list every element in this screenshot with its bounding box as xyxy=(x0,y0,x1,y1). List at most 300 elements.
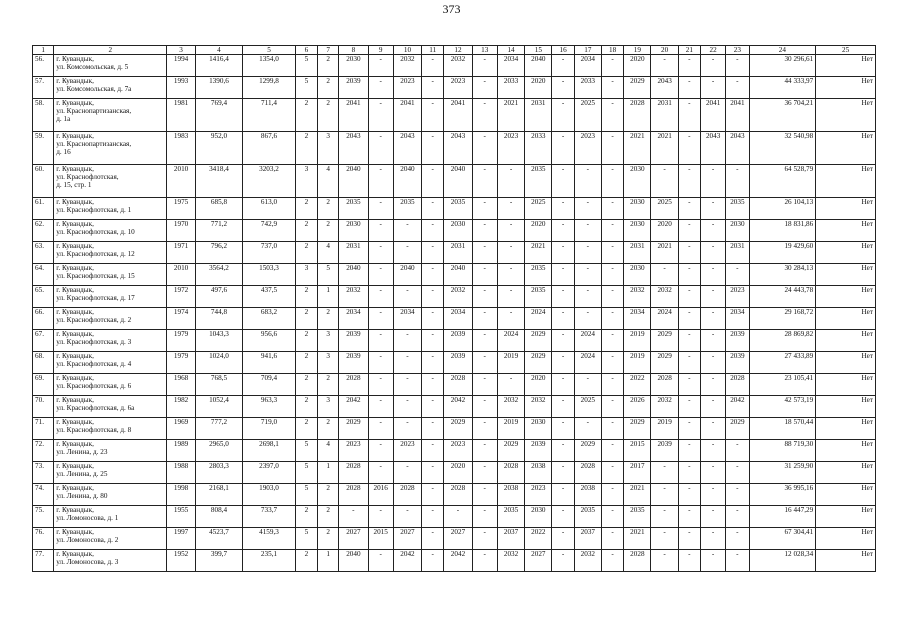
value-cell-col-23: 2039 xyxy=(726,330,749,352)
value-cell-col-5: 1903,0 xyxy=(243,484,296,506)
value-cell-col-22: - xyxy=(701,242,726,264)
value-cell-col-20: 2025 xyxy=(651,198,678,220)
value-cell-col-3: 1994 xyxy=(167,55,195,77)
value-cell-col-23: 2039 xyxy=(726,352,749,374)
value-cell-col-13: - xyxy=(472,330,497,352)
address-line: г. Кувандык, xyxy=(56,242,94,250)
value-cell-col-20: 2029 xyxy=(651,330,678,352)
value-cell-col-12: 2029 xyxy=(444,418,472,440)
address-line: ул. Краснопартизанская, xyxy=(56,140,132,148)
value-cell-col-25: Нет xyxy=(816,198,876,220)
value-cell-col-18: - xyxy=(601,352,623,374)
value-cell-col-12: 2040 xyxy=(444,165,472,198)
value-cell-col-5: 941,6 xyxy=(243,352,296,374)
address-line: г. Кувандык, xyxy=(56,506,94,514)
value-cell-col-4: 3564,2 xyxy=(195,264,243,286)
value-cell-col-14: 2021 xyxy=(497,99,524,132)
value-cell-col-5: 4159,3 xyxy=(243,528,296,550)
table-row xyxy=(33,308,876,330)
value-cell-col-5: 711,4 xyxy=(243,99,296,132)
value-cell-col-25: Нет xyxy=(816,374,876,396)
address-line: ул. Краснофлотская, д. 12 xyxy=(56,250,135,258)
value-cell-col-10: - xyxy=(393,506,421,528)
value-cell-col-22: 2041 xyxy=(701,99,726,132)
value-cell-col-16: - xyxy=(552,330,574,352)
value-cell-col-16: - xyxy=(552,396,574,418)
value-cell-col-4: 1043,3 xyxy=(195,330,243,352)
value-cell-col-9: - xyxy=(368,550,393,572)
value-cell-col-23: - xyxy=(726,165,749,198)
value-cell-col-5: 613,0 xyxy=(243,198,296,220)
value-cell-col-11: - xyxy=(422,242,444,264)
value-cell-col-8: 2039 xyxy=(339,330,368,352)
value-cell-col-14: 2037 xyxy=(497,528,524,550)
column-header-2: 2 xyxy=(54,46,167,55)
address-line: г. Кувандык, xyxy=(56,418,94,426)
value-cell-col-16: - xyxy=(552,77,574,99)
address-line: г. Кувандык, xyxy=(56,220,94,228)
value-cell-col-21: - xyxy=(678,396,700,418)
value-cell-col-22: - xyxy=(701,396,726,418)
value-cell-col-7: 2 xyxy=(318,308,339,330)
address-line: г. Кувандык, xyxy=(56,308,94,316)
value-cell-col-22: - xyxy=(701,264,726,286)
value-cell-col-4: 2803,3 xyxy=(195,462,243,484)
address-cell xyxy=(54,198,167,220)
value-cell-col-13: - xyxy=(472,418,497,440)
value-cell-col-9: - xyxy=(368,242,393,264)
address-cell xyxy=(54,462,167,484)
value-cell-col-7: 2 xyxy=(318,198,339,220)
row-number-cell: 69. xyxy=(33,374,54,396)
value-cell-col-7: 2 xyxy=(318,506,339,528)
value-cell-col-11: - xyxy=(422,484,444,506)
value-cell-col-12: 2030 xyxy=(444,220,472,242)
value-cell-col-22: - xyxy=(701,550,726,572)
value-cell-col-9: - xyxy=(368,286,393,308)
value-cell-col-9: - xyxy=(368,220,393,242)
value-cell-col-17: - xyxy=(574,308,601,330)
value-cell-col-17: - xyxy=(574,198,601,220)
value-cell-col-14: - xyxy=(497,308,524,330)
value-cell-col-17: 2029 xyxy=(574,440,601,462)
value-cell-col-8: 2042 xyxy=(339,396,368,418)
value-cell-col-25: Нет xyxy=(816,330,876,352)
value-cell-col-12: 2039 xyxy=(444,330,472,352)
value-cell-col-22: - xyxy=(701,77,726,99)
value-cell-col-17: - xyxy=(574,374,601,396)
value-cell-col-19: 2028 xyxy=(624,99,651,132)
value-cell-col-25: Нет xyxy=(816,506,876,528)
value-cell-col-6: 2 xyxy=(295,220,317,242)
value-cell-col-15: 2032 xyxy=(525,396,552,418)
value-cell-col-21: - xyxy=(678,374,700,396)
value-cell-col-16: - xyxy=(552,165,574,198)
value-cell-col-3: 1979 xyxy=(167,330,195,352)
column-header-22: 22 xyxy=(701,46,726,55)
housing-repair-schedule-table xyxy=(32,45,876,572)
value-cell-col-16: - xyxy=(552,286,574,308)
row-number-cell: 66. xyxy=(33,308,54,330)
value-cell-col-24: 30 296,61 xyxy=(749,55,816,77)
value-cell-col-18: - xyxy=(601,132,623,165)
value-cell-col-20: - xyxy=(651,165,678,198)
value-cell-col-24: 32 540,98 xyxy=(749,132,816,165)
value-cell-col-14: - xyxy=(497,165,524,198)
address-line: г. Кувандык, xyxy=(56,165,94,173)
value-cell-col-21: - xyxy=(678,418,700,440)
value-cell-col-25: Нет xyxy=(816,132,876,165)
value-cell-col-13: - xyxy=(472,506,497,528)
value-cell-col-24: 24 443,78 xyxy=(749,286,816,308)
value-cell-col-10: 2032 xyxy=(393,55,421,77)
value-cell-col-17: - xyxy=(574,242,601,264)
value-cell-col-4: 1052,4 xyxy=(195,396,243,418)
address-cell xyxy=(54,528,167,550)
value-cell-col-23: 2023 xyxy=(726,286,749,308)
address-line: г. Кувандык, xyxy=(56,484,94,492)
value-cell-col-10: 2023 xyxy=(393,77,421,99)
value-cell-col-19: 2020 xyxy=(624,55,651,77)
value-cell-col-22: - xyxy=(701,330,726,352)
page-number: 373 xyxy=(442,2,461,16)
value-cell-col-6: 2 xyxy=(295,242,317,264)
value-cell-col-24: 67 304,41 xyxy=(749,528,816,550)
value-cell-col-12: 2020 xyxy=(444,462,472,484)
value-cell-col-7: 4 xyxy=(318,165,339,198)
value-cell-col-25: Нет xyxy=(816,99,876,132)
value-cell-col-4: 1024,0 xyxy=(195,352,243,374)
value-cell-col-4: 3418,4 xyxy=(195,165,243,198)
value-cell-col-8: 2023 xyxy=(339,440,368,462)
value-cell-col-25: Нет xyxy=(816,220,876,242)
value-cell-col-9: 2016 xyxy=(368,484,393,506)
value-cell-col-16: - xyxy=(552,198,574,220)
value-cell-col-23: 2042 xyxy=(726,396,749,418)
value-cell-col-16: - xyxy=(552,440,574,462)
value-cell-col-24: 42 573,19 xyxy=(749,396,816,418)
value-cell-col-24: 16 447,29 xyxy=(749,506,816,528)
table-row xyxy=(33,374,876,396)
table-row xyxy=(33,286,876,308)
value-cell-col-11: - xyxy=(422,396,444,418)
value-cell-col-6: 5 xyxy=(295,55,317,77)
value-cell-col-17: - xyxy=(574,264,601,286)
value-cell-col-17: 2028 xyxy=(574,462,601,484)
value-cell-col-19: 2019 xyxy=(624,330,651,352)
value-cell-col-12: 2032 xyxy=(444,55,472,77)
value-cell-col-23: - xyxy=(726,462,749,484)
row-number-cell: 58. xyxy=(33,99,54,132)
value-cell-col-18: - xyxy=(601,374,623,396)
address-cell xyxy=(54,77,167,99)
value-cell-col-13: - xyxy=(472,396,497,418)
value-cell-col-18: - xyxy=(601,99,623,132)
value-cell-col-22: - xyxy=(701,462,726,484)
column-header-3: 3 xyxy=(167,46,195,55)
value-cell-col-8: 2035 xyxy=(339,198,368,220)
value-cell-col-12: 2043 xyxy=(444,132,472,165)
address-cell xyxy=(54,506,167,528)
address-line: ул. Краснофлотская, д. 6а xyxy=(56,404,135,412)
value-cell-col-19: 2032 xyxy=(624,286,651,308)
value-cell-col-5: 742,9 xyxy=(243,220,296,242)
value-cell-col-3: 2010 xyxy=(167,165,195,198)
value-cell-col-13: - xyxy=(472,242,497,264)
address-line: ул. Краснофлотская, д. 17 xyxy=(56,294,135,302)
value-cell-col-7: 1 xyxy=(318,462,339,484)
value-cell-col-15: 2031 xyxy=(525,99,552,132)
value-cell-col-10: 2023 xyxy=(393,440,421,462)
column-header-15: 15 xyxy=(525,46,552,55)
value-cell-col-20: 2028 xyxy=(651,374,678,396)
address-line: г. Кувандык, xyxy=(56,55,94,63)
value-cell-col-6: 2 xyxy=(295,418,317,440)
value-cell-col-23: - xyxy=(726,440,749,462)
address-line: г. Кувандык, xyxy=(56,264,94,272)
value-cell-col-20: - xyxy=(651,462,678,484)
value-cell-col-8: 2028 xyxy=(339,462,368,484)
value-cell-col-5: 235,1 xyxy=(243,550,296,572)
value-cell-col-14: 2024 xyxy=(497,330,524,352)
table-row xyxy=(33,462,876,484)
value-cell-col-15: 2023 xyxy=(525,484,552,506)
value-cell-col-8: 2031 xyxy=(339,242,368,264)
value-cell-col-14: 2032 xyxy=(497,396,524,418)
value-cell-col-3: 1974 xyxy=(167,308,195,330)
value-cell-col-6: 2 xyxy=(295,286,317,308)
value-cell-col-7: 2 xyxy=(318,55,339,77)
value-cell-col-20: 2019 xyxy=(651,418,678,440)
value-cell-col-3: 1952 xyxy=(167,550,195,572)
column-header-13: 13 xyxy=(472,46,497,55)
address-line: г. Кувандык, xyxy=(56,132,94,140)
value-cell-col-17: 2025 xyxy=(574,396,601,418)
value-cell-col-3: 1981 xyxy=(167,99,195,132)
value-cell-col-19: 2019 xyxy=(624,352,651,374)
value-cell-col-12: 2034 xyxy=(444,308,472,330)
value-cell-col-4: 744,8 xyxy=(195,308,243,330)
value-cell-col-3: 1988 xyxy=(167,462,195,484)
value-cell-col-14: 2033 xyxy=(497,77,524,99)
value-cell-col-24: 12 028,34 xyxy=(749,550,816,572)
address-line: ул. Краснофлотская, д. 1 xyxy=(56,206,132,214)
column-header-4: 4 xyxy=(195,46,243,55)
row-number-cell: 64. xyxy=(33,264,54,286)
value-cell-col-5: 956,6 xyxy=(243,330,296,352)
value-cell-col-14: - xyxy=(497,242,524,264)
value-cell-col-14: 2038 xyxy=(497,484,524,506)
value-cell-col-3: 1972 xyxy=(167,286,195,308)
value-cell-col-7: 1 xyxy=(318,550,339,572)
value-cell-col-10: - xyxy=(393,286,421,308)
row-number-cell: 65. xyxy=(33,286,54,308)
value-cell-col-21: - xyxy=(678,264,700,286)
value-cell-col-20: - xyxy=(651,506,678,528)
value-cell-col-7: 2 xyxy=(318,484,339,506)
value-cell-col-21: - xyxy=(678,286,700,308)
address-cell xyxy=(54,308,167,330)
row-number-cell: 61. xyxy=(33,198,54,220)
value-cell-col-21: - xyxy=(678,99,700,132)
value-cell-col-5: 2397,0 xyxy=(243,462,296,484)
value-cell-col-7: 4 xyxy=(318,242,339,264)
value-cell-col-5: 1299,8 xyxy=(243,77,296,99)
column-header-1: 1 xyxy=(33,46,54,55)
column-number-header-row xyxy=(33,46,876,55)
value-cell-col-19: 2029 xyxy=(624,418,651,440)
value-cell-col-13: - xyxy=(472,528,497,550)
value-cell-col-4: 771,2 xyxy=(195,220,243,242)
value-cell-col-6: 2 xyxy=(295,550,317,572)
value-cell-col-12: 2028 xyxy=(444,484,472,506)
value-cell-col-4: 1390,6 xyxy=(195,77,243,99)
value-cell-col-25: Нет xyxy=(816,165,876,198)
value-cell-col-24: 27 433,89 xyxy=(749,352,816,374)
address-line: д. 16 xyxy=(56,148,71,156)
value-cell-col-7: 3 xyxy=(318,396,339,418)
value-cell-col-11: - xyxy=(422,165,444,198)
value-cell-col-6: 2 xyxy=(295,308,317,330)
value-cell-col-23: 2034 xyxy=(726,308,749,330)
value-cell-col-21: - xyxy=(678,484,700,506)
table-row xyxy=(33,506,876,528)
value-cell-col-16: - xyxy=(552,220,574,242)
value-cell-col-22: - xyxy=(701,440,726,462)
value-cell-col-13: - xyxy=(472,308,497,330)
value-cell-col-7: 2 xyxy=(318,528,339,550)
value-cell-col-10: 2028 xyxy=(393,484,421,506)
value-cell-col-20: 2032 xyxy=(651,396,678,418)
value-cell-col-5: 963,3 xyxy=(243,396,296,418)
value-cell-col-19: 2021 xyxy=(624,132,651,165)
value-cell-col-13: - xyxy=(472,165,497,198)
value-cell-col-9: - xyxy=(368,506,393,528)
address-line: ул. Ломоносова, д. 2 xyxy=(56,536,119,544)
value-cell-col-21: - xyxy=(678,55,700,77)
value-cell-col-14: 2029 xyxy=(497,440,524,462)
value-cell-col-21: - xyxy=(678,528,700,550)
value-cell-col-24: 44 333,97 xyxy=(749,77,816,99)
value-cell-col-12: - xyxy=(444,506,472,528)
value-cell-col-25: Нет xyxy=(816,77,876,99)
value-cell-col-4: 769,4 xyxy=(195,99,243,132)
value-cell-col-6: 2 xyxy=(295,330,317,352)
value-cell-col-3: 1998 xyxy=(167,484,195,506)
value-cell-col-3: 1968 xyxy=(167,374,195,396)
value-cell-col-4: 768,5 xyxy=(195,374,243,396)
address-cell xyxy=(54,418,167,440)
value-cell-col-9: - xyxy=(368,462,393,484)
value-cell-col-17: 2025 xyxy=(574,99,601,132)
table-row xyxy=(33,77,876,99)
value-cell-col-11: - xyxy=(422,418,444,440)
value-cell-col-11: - xyxy=(422,374,444,396)
value-cell-col-22: - xyxy=(701,506,726,528)
address-cell xyxy=(54,440,167,462)
value-cell-col-7: 5 xyxy=(318,264,339,286)
value-cell-col-12: 2027 xyxy=(444,528,472,550)
value-cell-col-17: - xyxy=(574,165,601,198)
value-cell-col-14: 2034 xyxy=(497,55,524,77)
value-cell-col-15: 2020 xyxy=(525,374,552,396)
value-cell-col-17: - xyxy=(574,286,601,308)
value-cell-col-13: - xyxy=(472,550,497,572)
value-cell-col-15: 2033 xyxy=(525,132,552,165)
value-cell-col-21: - xyxy=(678,165,700,198)
value-cell-col-8: 2028 xyxy=(339,374,368,396)
row-number-cell: 77. xyxy=(33,550,54,572)
value-cell-col-22: - xyxy=(701,286,726,308)
value-cell-col-15: 2030 xyxy=(525,506,552,528)
address-line: г. Кувандык, xyxy=(56,396,94,404)
value-cell-col-10: - xyxy=(393,242,421,264)
value-cell-col-8: 2040 xyxy=(339,264,368,286)
value-cell-col-24: 30 284,13 xyxy=(749,264,816,286)
row-number-cell: 76. xyxy=(33,528,54,550)
value-cell-col-6: 5 xyxy=(295,440,317,462)
value-cell-col-25: Нет xyxy=(816,55,876,77)
value-cell-col-4: 497,6 xyxy=(195,286,243,308)
value-cell-col-23: - xyxy=(726,484,749,506)
value-cell-col-17: - xyxy=(574,418,601,440)
value-cell-col-24: 36 704,21 xyxy=(749,99,816,132)
value-cell-col-11: - xyxy=(422,352,444,374)
value-cell-col-19: 2031 xyxy=(624,242,651,264)
column-header-21: 21 xyxy=(678,46,700,55)
value-cell-col-4: 952,0 xyxy=(195,132,243,165)
value-cell-col-5: 683,2 xyxy=(243,308,296,330)
row-number-cell: 63. xyxy=(33,242,54,264)
value-cell-col-9: - xyxy=(368,352,393,374)
value-cell-col-14: - xyxy=(497,198,524,220)
value-cell-col-25: Нет xyxy=(816,462,876,484)
value-cell-col-15: 2020 xyxy=(525,77,552,99)
value-cell-col-6: 2 xyxy=(295,132,317,165)
value-cell-col-17: - xyxy=(574,220,601,242)
value-cell-col-9: 2015 xyxy=(368,528,393,550)
address-cell xyxy=(54,374,167,396)
value-cell-col-23: - xyxy=(726,55,749,77)
value-cell-col-20: 2020 xyxy=(651,220,678,242)
table-row xyxy=(33,352,876,374)
value-cell-col-23: - xyxy=(726,528,749,550)
address-cell xyxy=(54,242,167,264)
value-cell-col-20: - xyxy=(651,484,678,506)
value-cell-col-10: 2034 xyxy=(393,308,421,330)
table-row xyxy=(33,440,876,462)
value-cell-col-6: 2 xyxy=(295,506,317,528)
address-line: ул. Краснофлотская, д. 4 xyxy=(56,360,132,368)
value-cell-col-13: - xyxy=(472,264,497,286)
row-number-cell: 60. xyxy=(33,165,54,198)
value-cell-col-6: 2 xyxy=(295,396,317,418)
column-header-23: 23 xyxy=(726,46,749,55)
table-row xyxy=(33,396,876,418)
value-cell-col-20: - xyxy=(651,264,678,286)
value-cell-col-6: 3 xyxy=(295,264,317,286)
value-cell-col-17: 2038 xyxy=(574,484,601,506)
value-cell-col-22: - xyxy=(701,484,726,506)
value-cell-col-18: - xyxy=(601,506,623,528)
value-cell-col-21: - xyxy=(678,220,700,242)
column-header-24: 24 xyxy=(749,46,816,55)
address-line: д. 15, стр. 1 xyxy=(56,181,92,189)
value-cell-col-19: 2017 xyxy=(624,462,651,484)
value-cell-col-7: 2 xyxy=(318,374,339,396)
value-cell-col-6: 5 xyxy=(295,528,317,550)
value-cell-col-17: 2035 xyxy=(574,506,601,528)
